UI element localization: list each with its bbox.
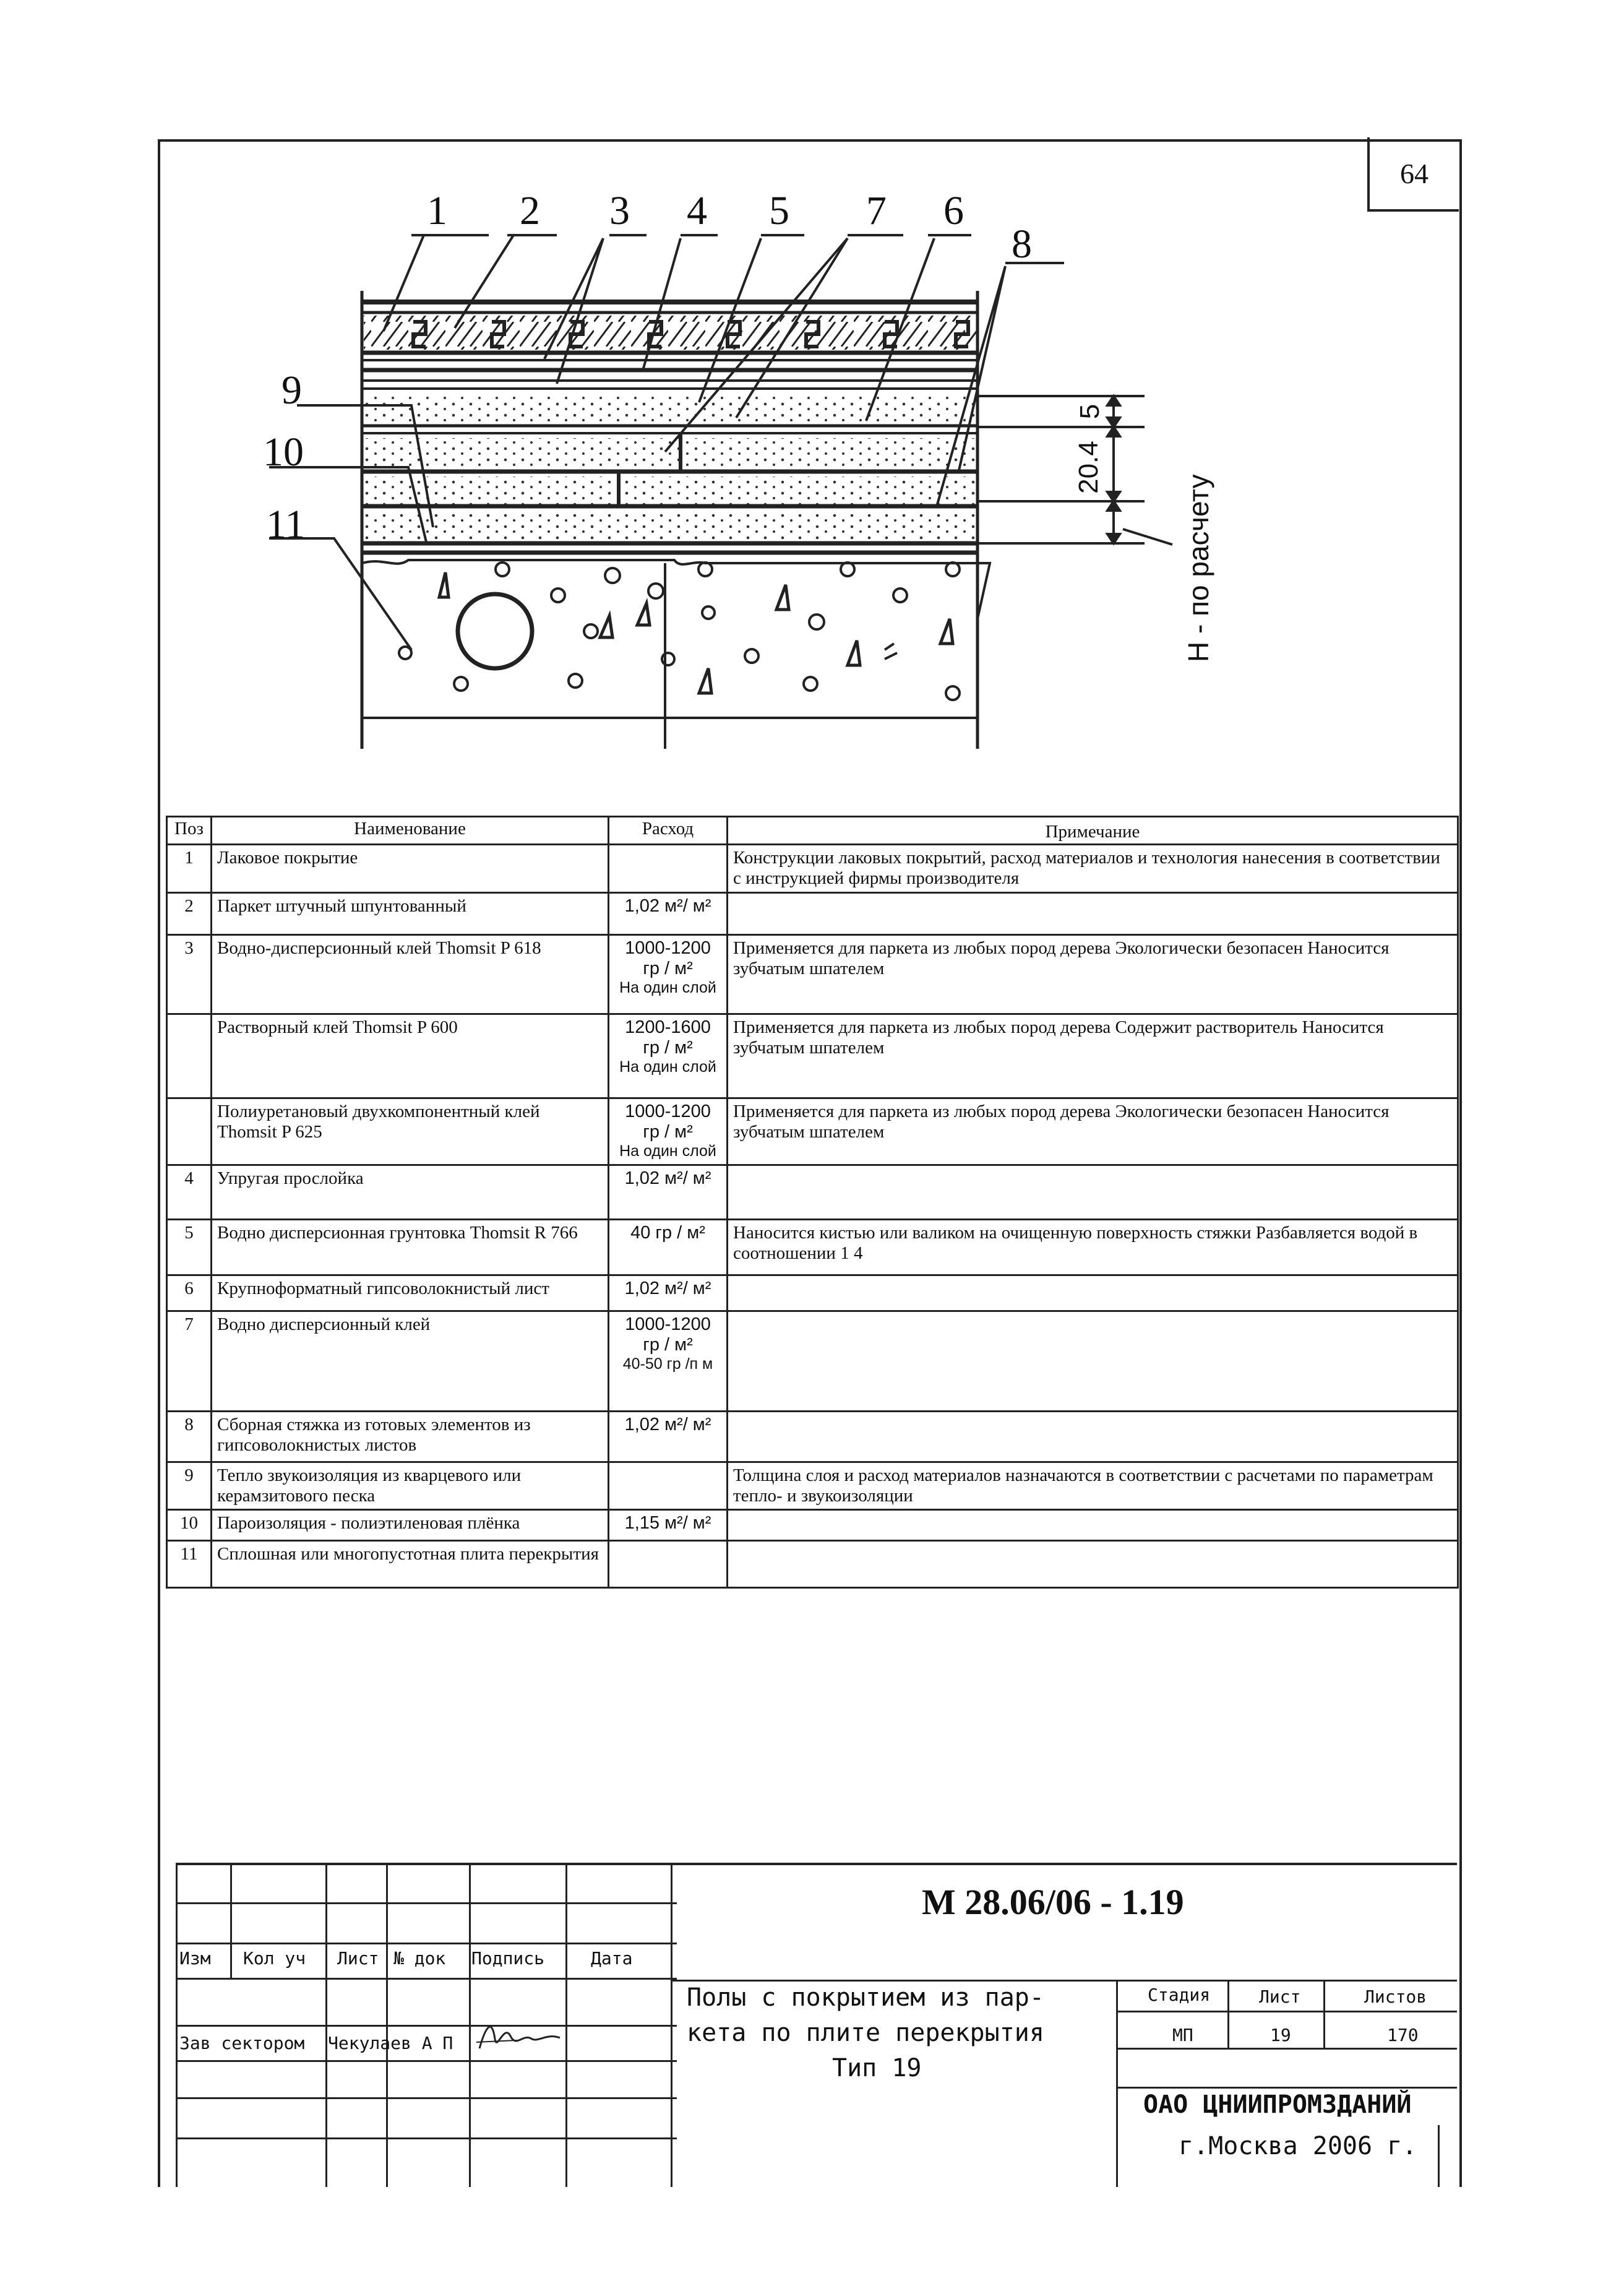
row-note bbox=[728, 892, 1458, 934]
row-note bbox=[728, 1510, 1458, 1541]
stage-label: Стадия bbox=[1148, 1985, 1211, 2005]
h-by-calculation-label: Н - по расчету bbox=[1182, 474, 1214, 662]
row-pos: 8 bbox=[167, 1411, 212, 1462]
row-consumption bbox=[609, 845, 728, 893]
row-name: Сплошная или многопустотная плита перекрытия bbox=[212, 1541, 609, 1588]
row-name: Растворный клей Thomsit P 600 bbox=[212, 1014, 609, 1098]
row-note: Применяется для паркета из любых пород дерева Экологически безопасен Наносится зубчатым шпателем bbox=[728, 934, 1458, 1014]
specification-table bbox=[166, 816, 1459, 1589]
callout-7: 7 bbox=[866, 188, 887, 233]
row-consumption: 1,02 м²/ м² bbox=[609, 892, 728, 934]
callout-6: 6 bbox=[943, 188, 964, 233]
row-name: Лаковое покрытие bbox=[212, 845, 609, 893]
row-name: Пароизоляция - полиэтиленовая плёнка bbox=[212, 1510, 609, 1541]
callout-9: 9 bbox=[281, 368, 302, 413]
row-pos: 11 bbox=[167, 1541, 212, 1588]
row-consumption: 1000-1200 гр / м² На один слой bbox=[609, 1098, 728, 1165]
table-row bbox=[167, 934, 1458, 1014]
row-name: Сборная стяжка из готовых элементов из гипсоволокнистых листов bbox=[212, 1411, 609, 1462]
row-pos: 2 bbox=[167, 892, 212, 934]
row-note bbox=[728, 1165, 1458, 1219]
row-name: Водно-дисперсионный клей Thomsit P 618 bbox=[212, 934, 609, 1014]
col-kol-uch: Кол уч bbox=[243, 1948, 306, 1969]
row-consumption: 1,02 м²/ м² bbox=[609, 1165, 728, 1219]
row-name: Водно дисперсионная грунтовка Thomsit R 766 bbox=[212, 1219, 609, 1275]
sheets-label: Листов bbox=[1364, 1986, 1427, 2007]
row-note: Конструкции лаковых покрытий, расход материалов и технология нанесения в соответствии с инструкцией фирмы производителя bbox=[728, 845, 1458, 893]
organization: ОАО ЦНИИПРОМЗДАНИЙ bbox=[1143, 2090, 1412, 2119]
header-pos: Поз bbox=[167, 817, 212, 845]
floor-section-drawing bbox=[0, 0, 1624, 804]
row-consumption bbox=[609, 1462, 728, 1510]
dimension-20-4: 20.4 bbox=[1073, 441, 1104, 494]
sheet-value: 19 bbox=[1270, 2025, 1291, 2045]
row-note bbox=[728, 1275, 1458, 1311]
row-pos: 6 bbox=[167, 1275, 212, 1311]
dimension-5: 5 bbox=[1075, 403, 1105, 420]
callout-2: 2 bbox=[520, 188, 540, 233]
drawing-title-line1: Полы с покрытием из пар- bbox=[687, 1983, 1044, 2012]
stage-value: МП bbox=[1172, 2025, 1193, 2045]
row-note: Применяется для паркета из любых пород дерева Экологически безопасен Наносится зубчатым шпателем bbox=[728, 1098, 1458, 1165]
callout-5: 5 bbox=[769, 188, 789, 233]
row-consumption: 1000-1200 гр / м² 40-50 гр /п м bbox=[609, 1311, 728, 1411]
table-row bbox=[167, 845, 1458, 893]
row-name: Упругая прослойка bbox=[212, 1165, 609, 1219]
table-row bbox=[167, 1541, 1458, 1588]
sheets-value: 170 bbox=[1387, 2025, 1419, 2045]
drawing-title-line2: кета по плите перекрытия bbox=[687, 2019, 1044, 2047]
table-row bbox=[167, 1510, 1458, 1541]
row-pos bbox=[167, 1098, 212, 1165]
table-row bbox=[167, 1098, 1458, 1165]
callout-3: 3 bbox=[609, 188, 630, 233]
col-list: Лист bbox=[337, 1948, 379, 1969]
col-n-dok: № док bbox=[393, 1948, 446, 1969]
row-consumption: 1,02 м²/ м² bbox=[609, 1411, 728, 1462]
row-consumption: 1200-1600 гр / м² На один слой bbox=[609, 1014, 728, 1098]
row-consumption: 1,02 м²/ м² bbox=[609, 1275, 728, 1311]
row-name: Полиуретановый двухкомпонентный клей Thomsit P 625 bbox=[212, 1098, 609, 1165]
table-row bbox=[167, 1275, 1458, 1311]
table-row bbox=[167, 1219, 1458, 1275]
table-row bbox=[167, 1165, 1458, 1219]
row-pos: 1 bbox=[167, 845, 212, 893]
header-note: Примечание bbox=[728, 817, 1458, 845]
col-podpis: Подпись bbox=[471, 1948, 545, 1969]
role-label: Зав сектором bbox=[179, 2033, 305, 2053]
row-consumption bbox=[609, 1541, 728, 1588]
col-izm: Изм bbox=[179, 1948, 211, 1969]
table-row bbox=[167, 1311, 1458, 1411]
row-note: Применяется для паркета из любых пород дерева Содержит растворитель Наносится зубчатым шпателем bbox=[728, 1014, 1458, 1098]
row-note: Толщина слоя и расход материалов назначаются в соответствии с расчетами по параметрам тепло- и звукоизоляции bbox=[728, 1462, 1458, 1510]
table-row bbox=[167, 1014, 1458, 1098]
row-consumption: 40 гр / м² bbox=[609, 1219, 728, 1275]
row-name: Паркет штучный шпунтованный bbox=[212, 892, 609, 934]
callout-11: 11 bbox=[266, 502, 306, 547]
row-pos: 10 bbox=[167, 1510, 212, 1541]
table-row bbox=[167, 892, 1458, 934]
signature bbox=[473, 2014, 566, 2058]
table-row bbox=[167, 1411, 1458, 1462]
row-name: Тепло звукоизоляция из кварцевого или керамзитового песка bbox=[212, 1462, 609, 1510]
row-pos: 5 bbox=[167, 1219, 212, 1275]
row-consumption: 1000-1200 гр / м² На один слой bbox=[609, 934, 728, 1014]
row-note: Наносится кистью или валиком на очищенную поверхность стяжки Разбавляется водой в соотношении 1 4 bbox=[728, 1219, 1458, 1275]
callout-4: 4 bbox=[687, 188, 707, 233]
row-pos: 9 bbox=[167, 1462, 212, 1510]
page-number: 64 bbox=[1367, 137, 1459, 212]
row-consumption: 1,15 м²/ м² bbox=[609, 1510, 728, 1541]
row-name: Водно дисперсионный клей bbox=[212, 1311, 609, 1411]
row-pos: 4 bbox=[167, 1165, 212, 1219]
header-consumption: Расход bbox=[609, 817, 728, 845]
sheet-label: Лист bbox=[1259, 1986, 1301, 2007]
callout-8: 8 bbox=[1012, 222, 1032, 267]
document-code: М 28.06/06 - 1.19 bbox=[922, 1882, 1184, 1922]
table-header-row bbox=[167, 817, 1458, 845]
person-name: Чекулаев А П bbox=[328, 2033, 453, 2053]
table-row bbox=[167, 1462, 1458, 1510]
row-note bbox=[728, 1411, 1458, 1462]
row-note bbox=[728, 1311, 1458, 1411]
header-name: Наименование bbox=[212, 817, 609, 845]
row-name: Крупноформатный гипсоволокнистый лист bbox=[212, 1275, 609, 1311]
row-pos: 7 bbox=[167, 1311, 212, 1411]
drawing-title-line3: Тип 19 bbox=[832, 2054, 922, 2082]
col-data: Дата bbox=[591, 1948, 633, 1969]
row-note bbox=[728, 1541, 1458, 1588]
callout-1: 1 bbox=[427, 188, 447, 233]
row-pos bbox=[167, 1014, 212, 1098]
city-year: г.Москва 2006 г. bbox=[1179, 2132, 1417, 2160]
row-pos: 3 bbox=[167, 934, 212, 1014]
callout-10: 10 bbox=[263, 429, 304, 475]
